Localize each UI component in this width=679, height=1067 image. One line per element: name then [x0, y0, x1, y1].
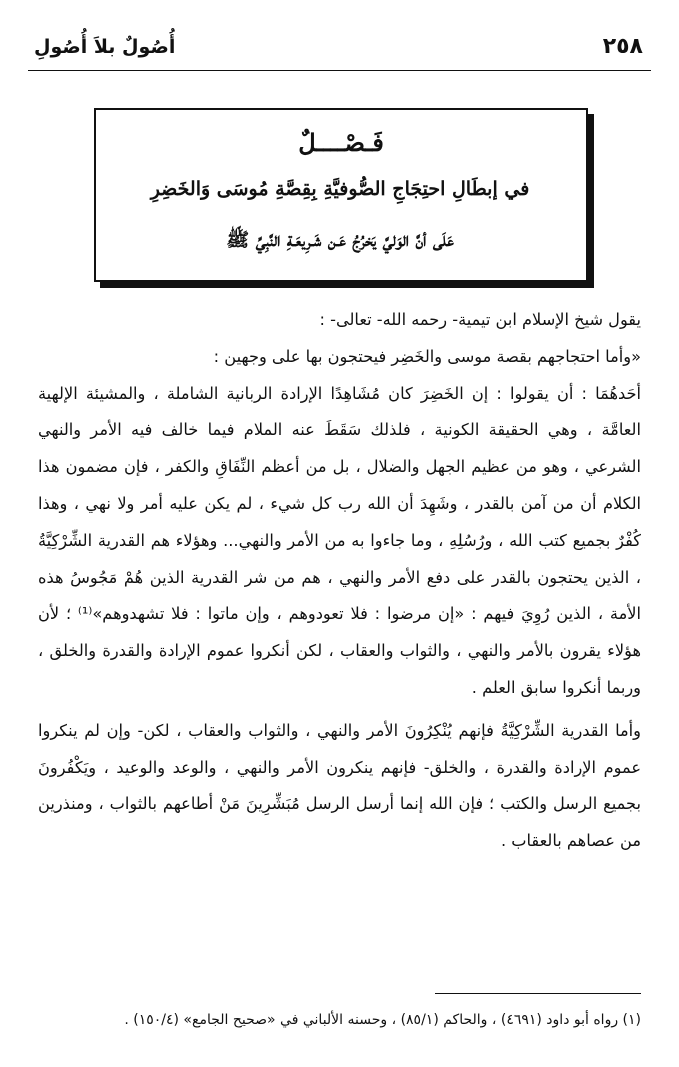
section-title-line-2: عَلَى أنَّ الوَليَّ يَخرُجُ عَـن شَـرِيعَـةِ النَّبِيِّ ﷺ: [226, 229, 454, 251]
body-text: [38, 302, 641, 860]
page-number: ٢٥٨: [602, 34, 643, 59]
section-heading-box: [94, 108, 588, 282]
section-title-line-1: في إبطَالِ احتِجَاجِ الصُّوفيَّةِ بِقِصَّةِ مُوسَى وَالخَضِرِ: [150, 178, 530, 200]
section-heading: فَـصْــــلٌ: [298, 128, 384, 157]
paragraph-2: وأما القدرية الشِّرْكِيَّةُ فإنهم يُنْكِرُونَ الأمر والنهي ، والثواب والعقاب ، لكن- وإن لم ينكروا عموم الإرادة والقدرة ، والخلق- فإنهم ينكرون الأمر والنهي ، والوعد والوعيد ، ويَكْفُرونَ بجميع الرسل والكتب ؛ فإن الله إنما أرسل الرسل مُبَشِّرِينَ مَنْ أطاعهم بالثواب ، ومنذرين من عصاهم بالعقاب .: [38, 720, 641, 851]
paragraph-1: أحَدهُمَا : أن يقولوا : إن الخَضِرَ كان مُشَاهِدًا الإرادة الربانية الشاملة ، والمشيئة الإلهية العامَّة ، وهي الحقيقة الكونية ، فلذلك سَقَطَ عنه الملام فيما خالف فيه الأمر والنهي الشرعي ، وهو من عظيم الجهل والضلال ، بل من أعظم النِّفَاقِ والكفر ، فإن مضمون هذا الكلام أن من آمن بالقدر ، وشَهِدَ أن الله رب كل شيء ، لم يكن عليه أمر ولا نهي ، وهذا كُفْرٌ بجميع كتب الله ، ورُسُلِهِ ، وما جاءوا به من الأمر والنهي... وهؤلاء هم القدرية الشِّرْكِيَّةُ ، الذين يحتجون بالقدر على دفع الأمر والنهي ، هم من شر القدرية الذين هُمْ مَجُوسُ هذه الأمة ، الذين رُوِيَ فيهم : «إن مرضوا : فلا تعودوهم ، وإن ماتوا : فلا تشهدوهم»⁽¹⁾ ؛ لأن هؤلاء يقرون بالأمر والنهي ، والثواب والعقاب ، لكن أنكروا عموم الإرادة والقدرة والخلق ، وربما أنكروا سابق العلم .: [38, 383, 641, 697]
running-title: أُصُولٌ بلاَ أُصُولِ: [34, 36, 176, 58]
page-header: [28, 30, 651, 71]
footnote: (١) رواه أبو داود (٤٦٩١) ، والحاكم (٨٥/١) ، وحسنه الألباني في «صحيح الجامع» (١٥٠/٤) .: [124, 1012, 641, 1028]
footnote-divider: [435, 993, 641, 994]
intro-line: يقول شيخ الإسلام ابن تيمية- رحمه الله- تعالى- :: [319, 310, 641, 329]
quote-opening-line: «وأما احتجاجهم بقصة موسى والخَضِر فيحتجون بها على وجهين :: [213, 346, 641, 366]
